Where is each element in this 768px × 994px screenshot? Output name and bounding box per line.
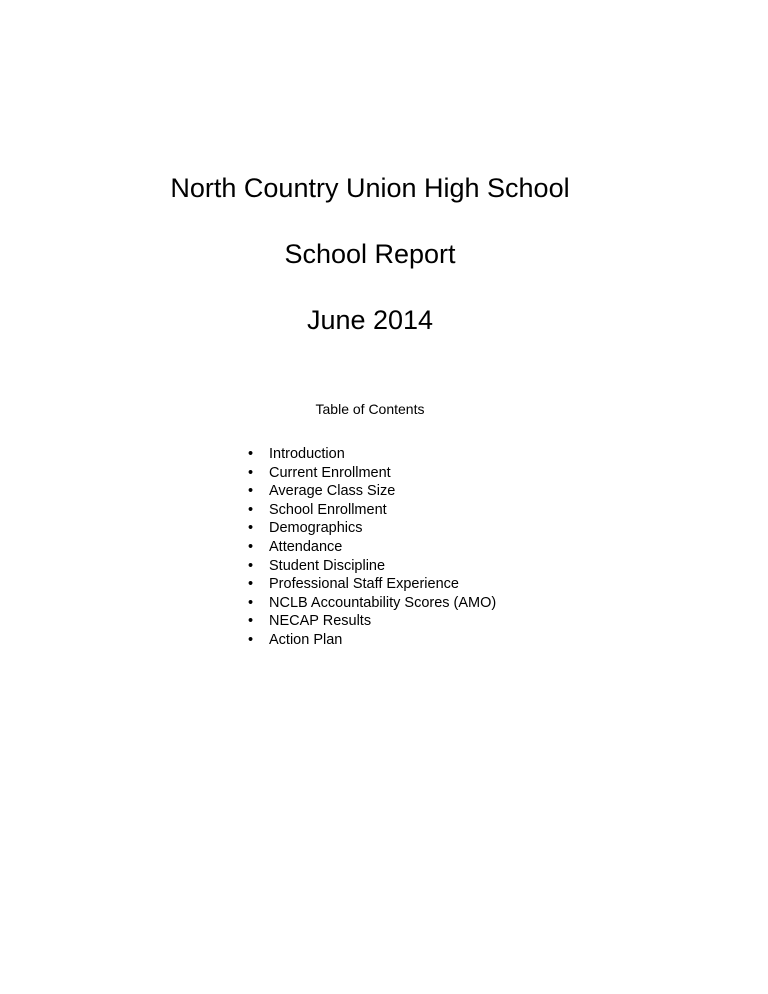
toc-item (248, 631, 496, 650)
toc-item (248, 594, 496, 613)
toc-item-label: School Enrollment (269, 501, 387, 518)
bullet-icon: • (248, 613, 254, 630)
report-date: June 2014 (306, 305, 434, 335)
bullet-icon: • (248, 557, 254, 574)
toc-item (248, 557, 496, 576)
bullet-icon: • (248, 594, 254, 611)
toc-item (248, 538, 496, 557)
toc-item (248, 575, 496, 594)
toc-item-label: Introduction (269, 446, 345, 462)
toc-item (248, 464, 496, 483)
toc-item (248, 482, 496, 501)
bullet-icon: • (248, 631, 254, 648)
toc-item-label: Demographics (269, 520, 363, 537)
school-name: North Country Union High School (170, 173, 570, 203)
toc-item (248, 612, 496, 631)
toc-list (248, 445, 496, 650)
bullet-icon: • (248, 576, 254, 593)
toc-item (248, 445, 496, 464)
toc-item (248, 519, 496, 538)
toc-item-label: Action Plan (269, 631, 343, 648)
bullet-icon: • (248, 483, 254, 500)
bullet-icon: • (248, 538, 254, 555)
toc-title: Table of Contents (315, 401, 425, 417)
toc-item-label: NECAP Results (269, 613, 372, 630)
toc-item-label: NCLB Accountability Scores (AMO) (269, 594, 497, 611)
toc-item-label: Attendance (269, 538, 343, 555)
toc-item-label: Student Discipline (269, 557, 386, 574)
report-title: School Report (284, 239, 456, 269)
bullet-icon: • (248, 446, 254, 462)
toc-item-label: Average Class Size (269, 483, 396, 500)
bullet-icon: • (248, 501, 254, 518)
bullet-icon: • (248, 520, 254, 537)
toc-item-label: Professional Staff Experience (269, 576, 459, 593)
toc-item-label: Current Enrollment (269, 464, 391, 481)
bullet-icon: • (248, 464, 254, 481)
toc-item (248, 501, 496, 520)
